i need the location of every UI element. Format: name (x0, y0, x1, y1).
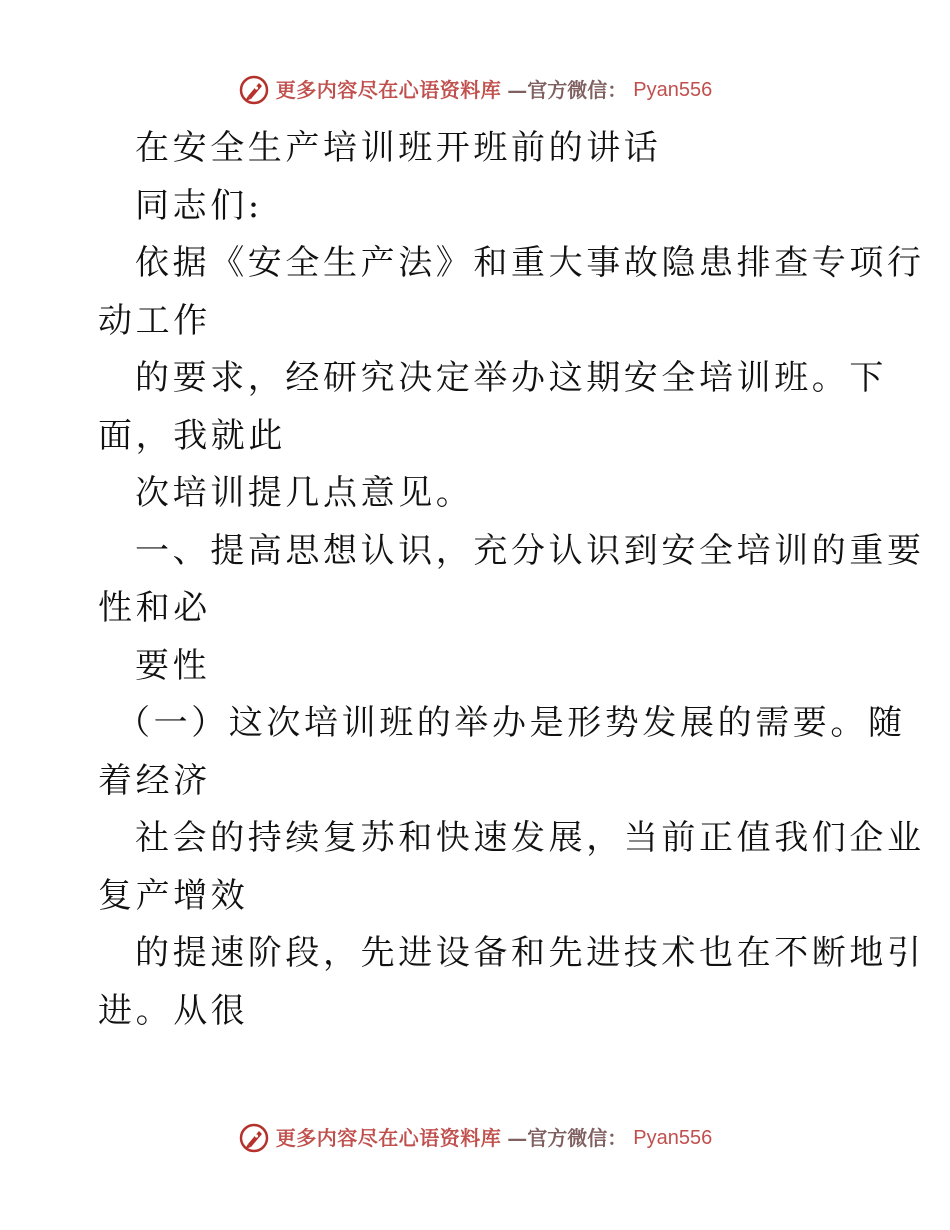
subsection-heading: （一）这次培训班的举办是形势发展的需要。随 (116, 703, 906, 743)
header-banner-text: 更多内容尽在心语资料库 (275, 78, 502, 102)
paragraph-line: 依据《安全生产法》和重大事故隐患排查专项行 (135, 243, 925, 283)
document-body (98, 120, 925, 1040)
paragraph-line: 动工作 (98, 300, 211, 341)
pen-nib-logo-icon (238, 1122, 270, 1154)
footer-banner (0, 1122, 950, 1154)
footer-wechat-id: Pyan556 (633, 1127, 713, 1149)
paragraph-line: 的要求，经研究决定举办这期安全培训班。下 (135, 358, 887, 398)
section-heading-cont: 性和必 (98, 588, 211, 628)
paragraph-line: 进。从很 (98, 990, 249, 1031)
header-banner-separator: —官方微信： (507, 78, 628, 102)
header-wechat-id: Pyan556 (633, 79, 713, 101)
document-title: 在安全生产培训班开班前的讲话 (135, 128, 662, 168)
header-banner (0, 74, 950, 106)
paragraph-line: 的提速阶段，先进设备和先进技术也在不断地引 (135, 933, 925, 973)
paragraph-line: 复产增效 (98, 875, 249, 916)
footer-banner-text: 更多内容尽在心语资料库 (275, 1126, 502, 1150)
salutation: 同志们: (135, 185, 263, 226)
section-heading-cont: 要性 (135, 645, 211, 686)
pen-nib-logo-icon (238, 74, 270, 106)
section-heading: 一、提高思想认识，充分认识到安全培训的重要 (135, 530, 925, 571)
footer-banner-separator: —官方微信： (507, 1126, 628, 1150)
paragraph-line: 面，我就此 (98, 415, 286, 456)
paragraph-line: 着经济 (98, 760, 211, 801)
paragraph-line: 次培训提几点意见。 (135, 473, 474, 513)
paragraph-line: 社会的持续复苏和快速发展，当前正值我们企业 (135, 818, 925, 858)
